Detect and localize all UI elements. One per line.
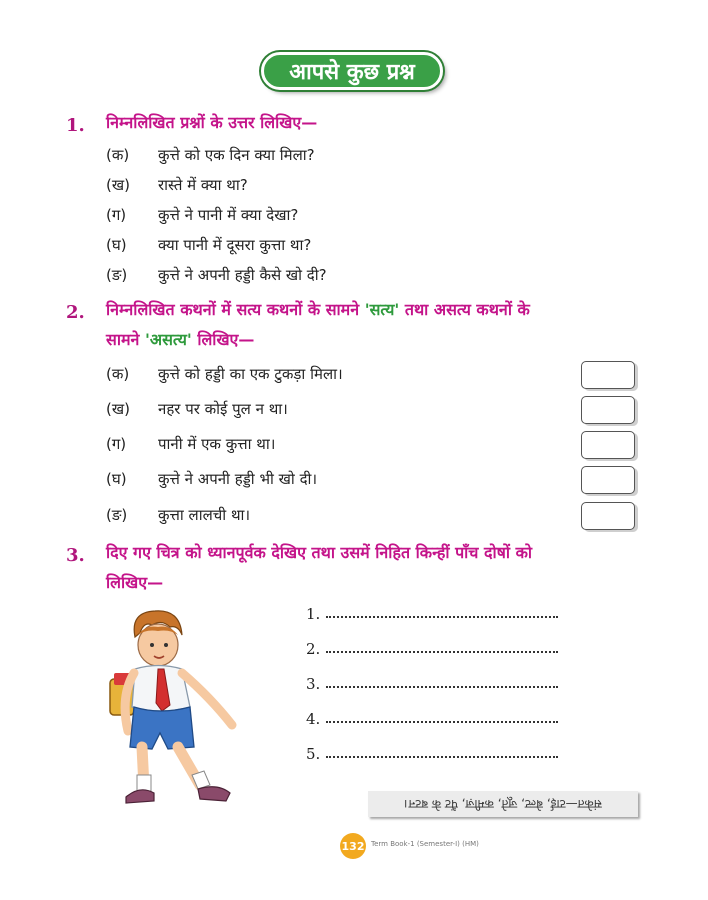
question-2-text (106, 295, 642, 355)
page-title: आपसे कुछ प्रश्न (261, 52, 443, 90)
answer-line-number: 5. (306, 745, 321, 763)
q1-item-ka (106, 143, 315, 167)
q1-item-label: (क) (106, 146, 130, 164)
answer-line[interactable] (306, 671, 558, 693)
q2-text-part: लिखिए— (191, 330, 255, 349)
q2-item-label: (ङ) (106, 506, 128, 524)
q1-item-kha (106, 173, 248, 197)
page-number-badge: 132 (340, 833, 366, 859)
q2-item-text: कुत्ते को हड्डी का एक टुकड़ा मिला। (158, 365, 343, 383)
q1-item-text: कुत्ते को एक दिन क्या मिला? (158, 146, 315, 164)
answer-line[interactable] (306, 706, 558, 728)
q2-item-text: नहर पर कोई पुल न था। (158, 400, 288, 418)
q2-item-label: (ग) (106, 435, 127, 453)
question-1-number: 1. (66, 115, 85, 136)
q2-item-label: (घ) (106, 470, 127, 488)
answer-line-number: 1. (306, 605, 321, 623)
answer-line[interactable] (306, 741, 558, 763)
hint-box (368, 791, 638, 817)
q2-item-ga (106, 432, 275, 456)
book-title: Term Book-1 (Semester-I) (HM) (371, 840, 479, 848)
q1-item-gha (106, 233, 311, 257)
answer-line-number: 2. (306, 640, 321, 658)
hint-text: संकेत—टाई, बेल्ट, जूते, कमीज़, पैंट के बटन। (404, 796, 602, 811)
asatya-word: 'असत्य' (144, 330, 192, 349)
q2-text-part: निम्नलिखित कथनों में सत्य कथनों के सामने (106, 300, 365, 319)
q2-item-text: पानी में एक कुत्ता था। (158, 435, 276, 453)
q2-text-part: तथा असत्य कथनों के (399, 300, 530, 319)
q1-item-text: कुत्ते ने पानी में क्या देखा? (158, 206, 299, 224)
q2-item-kha (106, 397, 288, 421)
answer-box[interactable] (581, 466, 635, 494)
answer-line-number: 3. (306, 675, 321, 693)
q1-item-nga (106, 263, 327, 287)
q1-item-text: क्या पानी में दूसरा कुत्ता था? (158, 236, 312, 254)
answer-line-number: 4. (306, 710, 321, 728)
question-3-number: 3. (66, 545, 85, 566)
q1-item-text: रास्ते में क्या था? (158, 176, 248, 194)
q3-text-line: लिखिए— (106, 573, 164, 592)
answer-line[interactable] (306, 636, 558, 658)
answer-box[interactable] (581, 431, 635, 459)
q2-item-label: (ख) (106, 400, 130, 418)
question-2-number: 2. (66, 302, 85, 323)
answer-line[interactable] (306, 601, 558, 623)
q1-item-label: (ङ) (106, 266, 128, 284)
q2-item-text: कुत्ता लालची था। (158, 506, 251, 524)
boy-illustration (100, 607, 250, 822)
question-1-text: निम्नलिखित प्रश्नों के उत्तर लिखिए— (106, 113, 318, 132)
q2-item-gha (106, 467, 317, 491)
answer-box[interactable] (581, 361, 635, 389)
q1-item-text: कुत्ते ने अपनी हड्डी कैसे खो दी? (158, 266, 327, 284)
q1-item-label: (ग) (106, 206, 127, 224)
q2-text-part: सामने (106, 330, 145, 349)
q1-item-label: (घ) (106, 236, 127, 254)
q2-item-text: कुत्ते ने अपनी हड्डी भी खो दी। (158, 470, 318, 488)
q3-text-line: दिए गए चित्र को ध्यानपूर्वक देखिए तथा उसमें निहित किन्हीं पाँच दोषों को (106, 543, 533, 562)
satya-word: 'सत्य' (364, 300, 400, 319)
q2-item-ka (106, 362, 343, 386)
q1-item-label: (ख) (106, 176, 130, 194)
answer-box[interactable] (581, 502, 635, 530)
q1-item-ga (106, 203, 298, 227)
answer-box[interactable] (581, 396, 635, 424)
question-3-text (106, 538, 642, 598)
q2-item-nga (106, 503, 250, 527)
q2-item-label: (क) (106, 365, 130, 383)
